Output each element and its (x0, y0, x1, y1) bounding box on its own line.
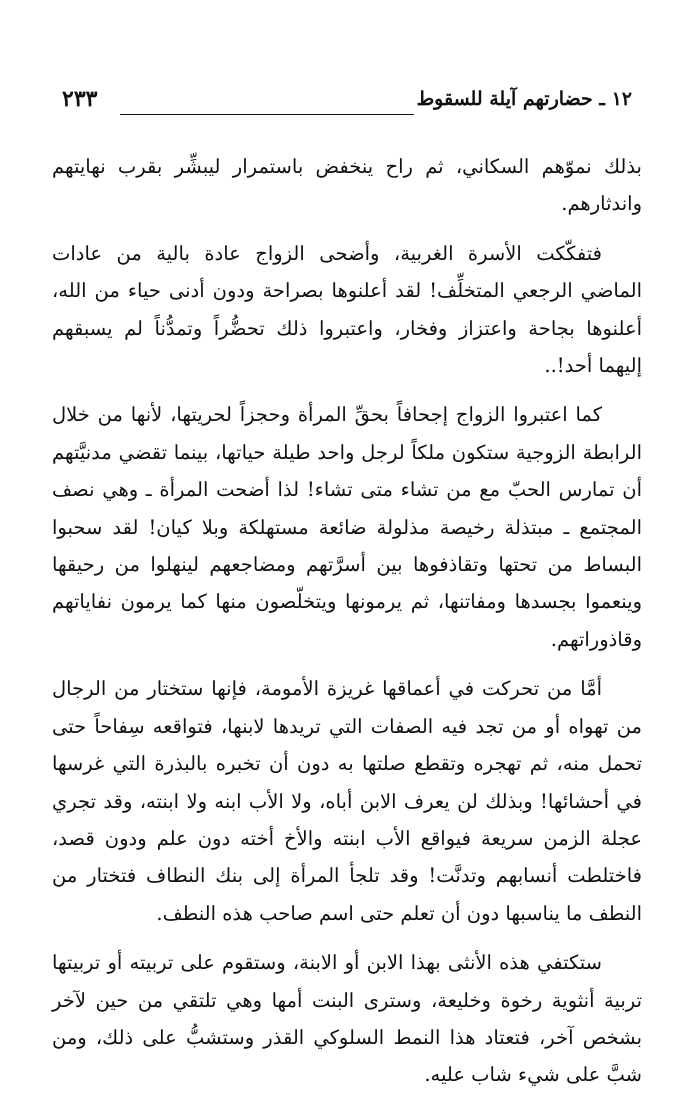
paragraph-2: فتفكّكت الأسرة الغربية، وأضحى الزواج عادة بالية من عادات الماضي الرجعي المتخلِّف! لقد أعلنوها بصراحة ودون أدنى حياء من الله، أعلنوها بجاحة واعتزاز وفخار، واعتبروا ذلك تحضُّراً وتمدُّناً لم يسبقهم إليهما أحد!.. (52, 241, 642, 378)
chapter-title: ١٢ ـ حضارتهم آيلة للسقوط (416, 88, 632, 110)
paragraph-4: أمَّا من تحركت في أعماقها غريزة الأمومة، فإنها ستختار من الرجال من تهواه أو من تجد فيه الصفات التي تريدها لابنها، فتواقعه سِفاحاً حتى تحمل منه، ثم تهجره وتقطع صلتها به دون أن تخبره بالبذرة التي غرسها في أحشائها! وبذلك لن يعرف الابن أباه، ولا الأب ابنه ولا ابنته، وقد تجري عجلة الزمن سريعة فيواقع الأب ابنته والأخ أخته دون علم ودون قصد، فاختلطت أنسابهم وتدنَّت! وقد تلجأ المرأة إلى بنك النطاف فتختار من النطف ما يناسبها دون أن تعلم حتى اسم صاحب هذه النطف. (52, 677, 642, 925)
paragraph-5: ستكتفي هذه الأنثى بهذا الابن أو الابنة، وستقوم على تربيته أو تربيتها تربية أنثوية رخوة وخليعة، وسترى البنت أمها وهي تلتقي من حين لآخر بشخص آخر، فتعتاد هذا النمط السلوكي القذر وستشبُّ على ذلك، ومن شبَّ على شيء شاب عليه. (52, 951, 642, 1087)
paragraph-3: كما اعتبروا الزواج إجحافاً بحقِّ المرأة وحجزاً لحريتها، لأنها من خلال الرابطة الزوجية ستكون ملكاً لرجل واحد طيلة حياتها، بينما تقضي مدنيَّتهم أن تمارس الحبّ مع من تشاء متى تشاء! لذا أضحت المرأة ـ وهي نصف المجتمع ـ مبتذلة رخيصة مذلولة ضائعة مستهلكة وبلا كيان! لقد سحبوا البساط من تحتها وتقاذفوها بين أسرَّتهم ومضاجعهم لينهلوا من رحيقها وينعموا بجسدها ومفاتنها، ثم يرمونها ويتخلّصون منها كما يرمون نفاياتهم وقاذوراتهم. (52, 403, 642, 651)
page-header (62, 88, 632, 124)
page-number: ٢٣٣ (62, 86, 98, 112)
body-text (52, 148, 642, 1106)
paragraph-1: بذلك نموّهم السكاني، ثم راح ينخفض باستمرار ليبشِّر بقرب نهايتهم واندثارهم. (52, 155, 642, 216)
header-divider (120, 114, 414, 115)
